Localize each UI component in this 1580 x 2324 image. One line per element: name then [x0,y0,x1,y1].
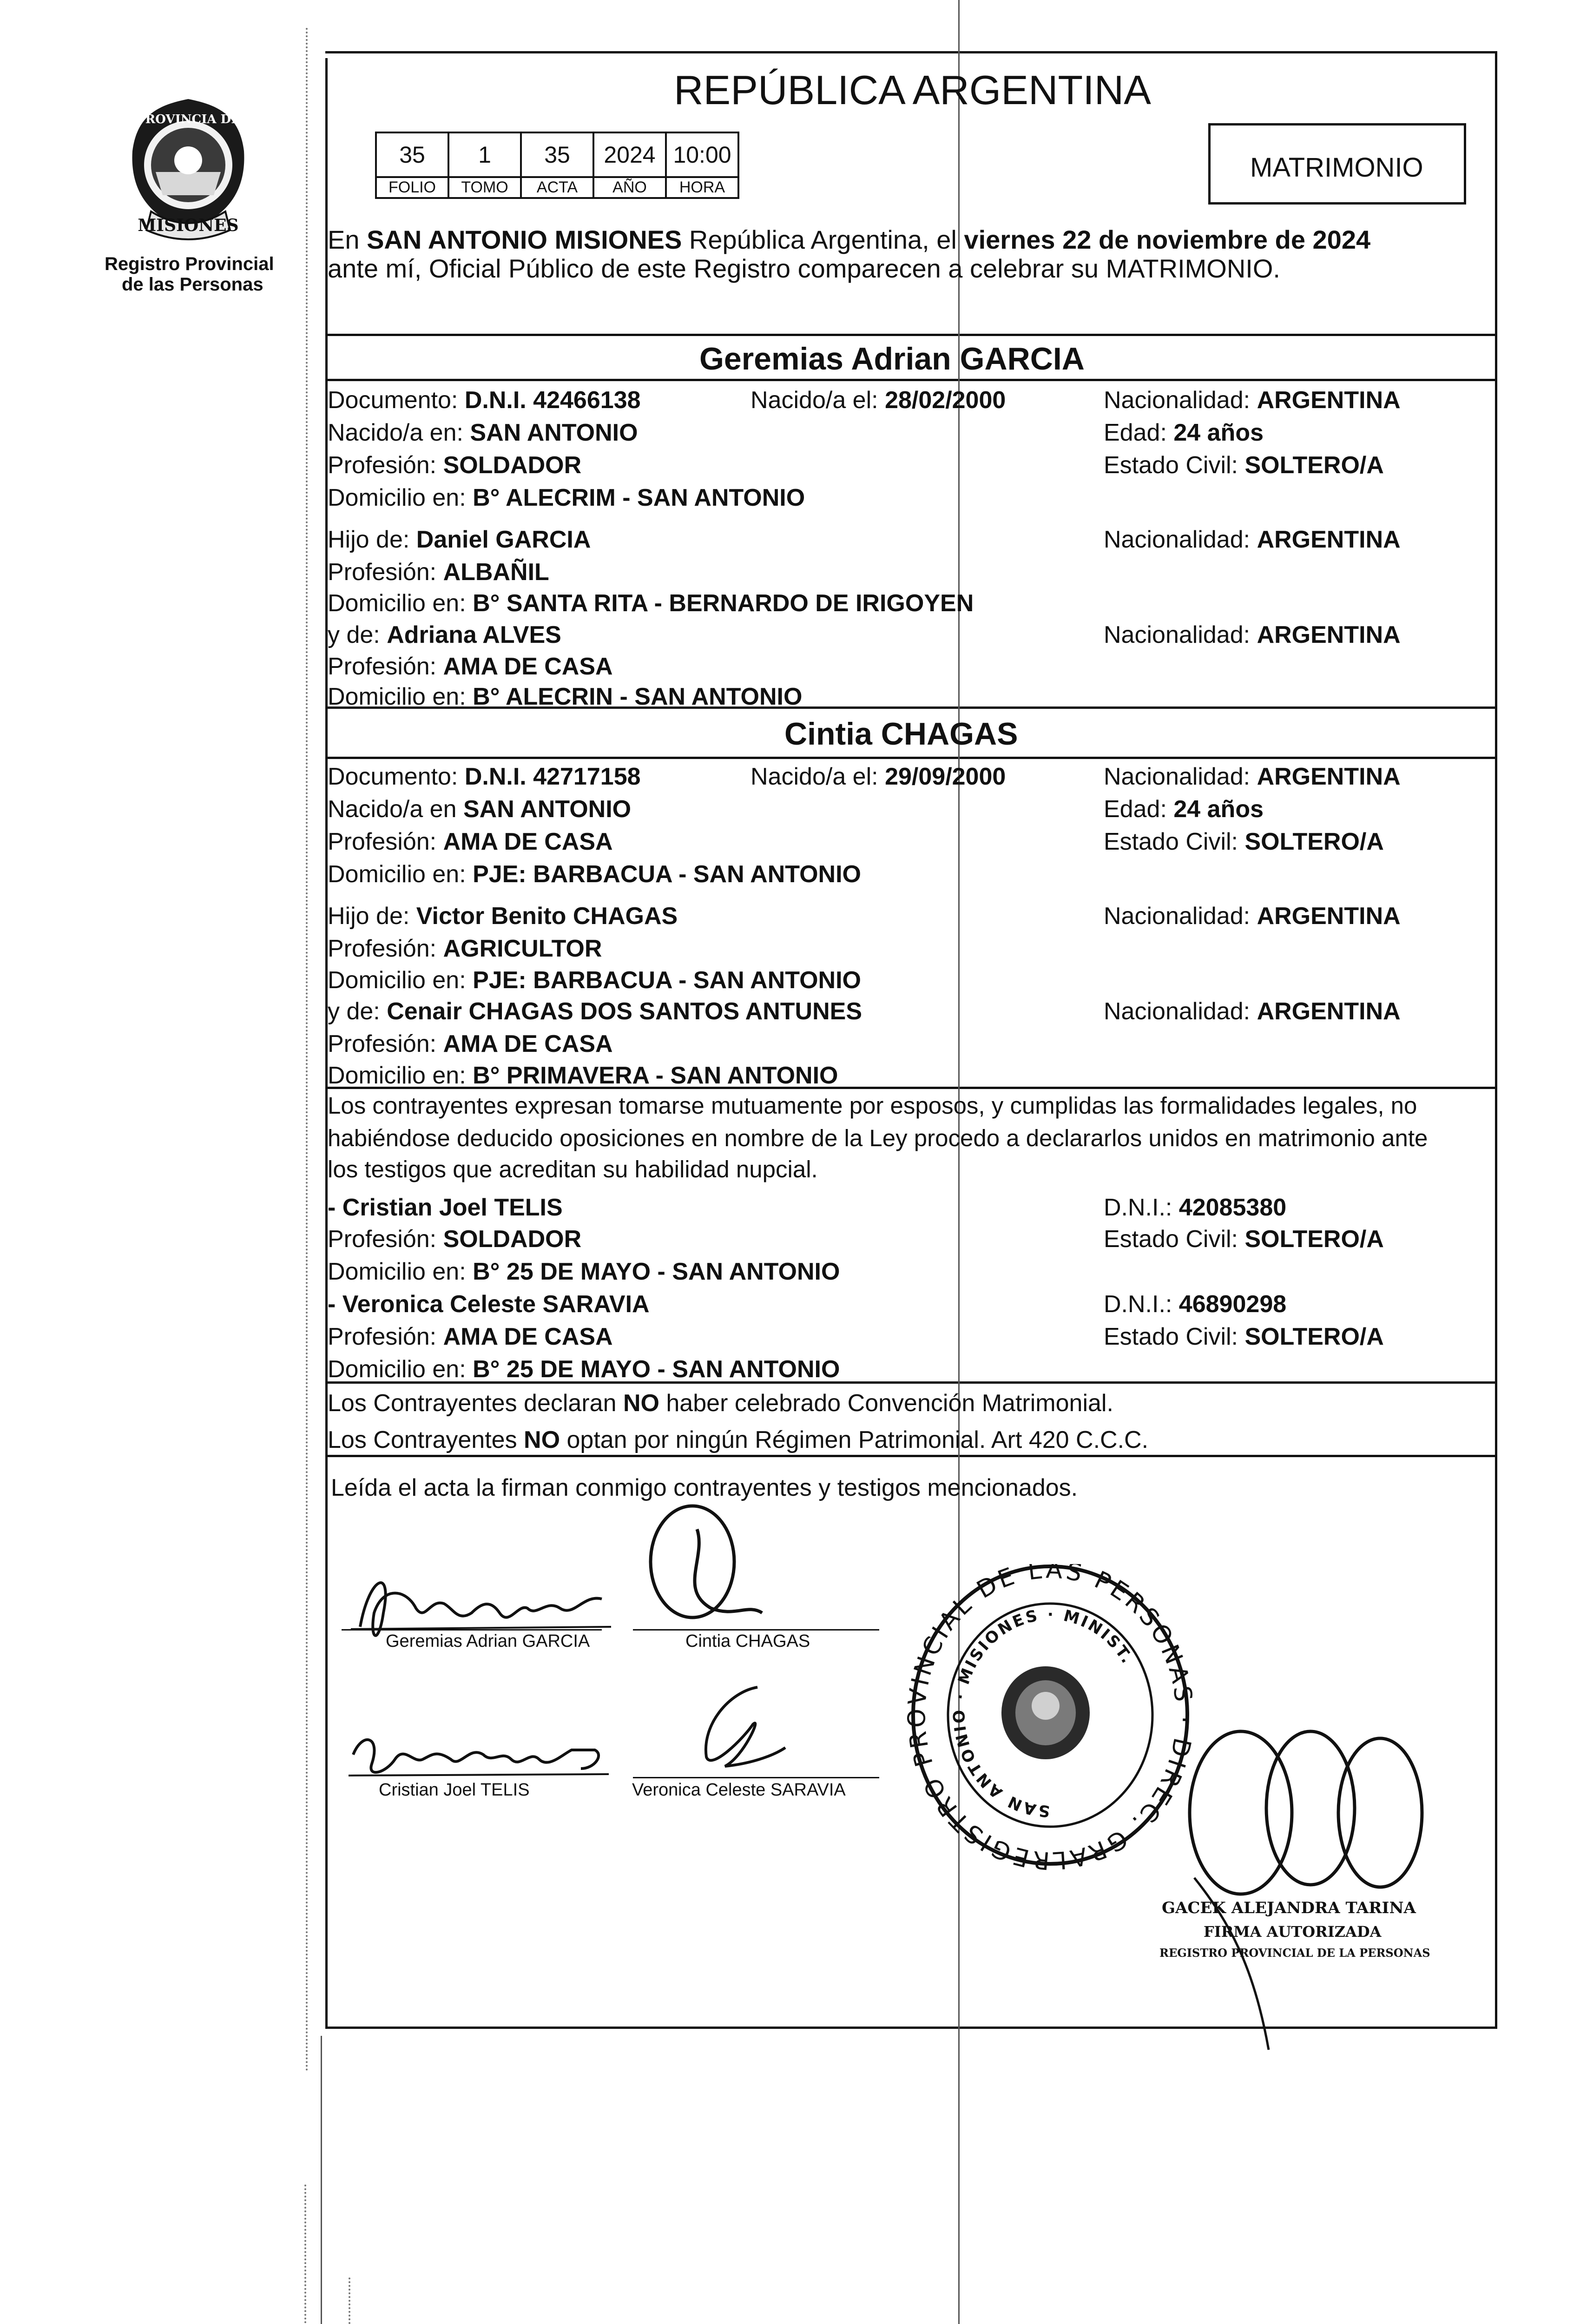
signature-4-caption: Veronica Celeste SARAVIA [632,1780,846,1800]
spouse1-father: Hijo de: Daniel GARCIA [328,526,591,553]
svg-text:PROVINCIA DE: PROVINCIA DE [136,112,240,126]
year-label: AÑO [593,177,666,198]
official-office: REGISTRO PROVINCIAL DE LA PERSONAS [1159,1946,1430,1960]
signature-3-scribble [344,1722,623,1789]
spouse1-father-prof: Profesión: ALBAÑIL [328,559,549,586]
spouse1-birthplace: Nacido/a en: SAN ANTONIO [328,419,638,446]
acta-value: 35 [521,132,593,177]
rule-name1-bottom [325,379,1497,381]
spouse1-name: Geremias Adrian GARCIA [699,341,1085,376]
intro-line1: En SAN ANTONIO MISIONES República Argentina, el viernes 22 de noviembre de 2024 [328,225,1371,254]
spouse1-nat: Nacionalidad: ARGENTINA [1104,387,1401,414]
spouse1-mother-nat: Nacionalidad: ARGENTINA [1104,621,1401,648]
official-role: FIRMA AUTORIZADA [1204,1923,1382,1941]
signature-2-line [633,1629,879,1631]
province-logo [95,95,281,253]
rule-header-bottom [325,334,1497,336]
scan-dotted-margin [306,28,309,2073]
witness2-prof: Profesión: AMA DE CASA [328,1323,613,1350]
signature-1-line [342,1629,602,1631]
spouse2-doc: Documento: D.N.I. 42717158 [328,763,641,790]
witness1-addr: Domicilio en: B° 25 DE MAYO - SAN ANTONIO [328,1258,840,1285]
spouse2-mother-prof: Profesión: AMA DE CASA [328,1030,613,1057]
witness1-civil: Estado Civil: SOLTERO/A [1104,1226,1384,1253]
page-title: REPÚBLICA ARGENTINA [674,67,1151,113]
folio-label: FOLIO [376,177,448,198]
spouse2-nat: Nacionalidad: ARGENTINA [1104,763,1401,790]
spouse1-mother-addr: Domicilio en: B° ALECRIN - SAN ANTONIO [328,683,803,710]
signature-1-caption: Geremias Adrian GARCIA [386,1631,590,1651]
act-type-label: MATRIMONIO [1250,152,1423,183]
intro-line2: ante mí, Oficial Público de este Registro comparecen a celebrar su MATRIMONIO. [328,254,1280,283]
signature-4-line [633,1777,879,1778]
witness1-name: - Cristian Joel TELIS [328,1194,563,1221]
witness2-addr: Domicilio en: B° 25 DE MAYO - SAN ANTONIO [328,1356,840,1383]
spouse2-father-addr: Domicilio en: PJE: BARBACUA - SAN ANTONIO [328,967,861,994]
rule-regime-bottom [325,1455,1497,1457]
witness1-prof: Profesión: SOLDADOR [328,1226,582,1253]
tomo-label: TOMO [448,177,521,198]
svg-text:REGISTRO PROVINCIAL DE LAS PER: REGISTRO PR VINCIAL DE LAS PERSONA DIREC. GRAL [906,1564,1194,1871]
official-signature-scribble [1176,1729,1436,2057]
spouse1-mother-prof: Profesión: AMA DE CASA [328,653,613,680]
signature-2-caption: Cintia CHAGAS [685,1631,810,1651]
regime-line1: Los Contrayentes declaran NO haber celebrado Convención Matrimonial. [328,1390,1113,1417]
spouse1-civil: Estado Civil: SOLTERO/A [1104,452,1384,479]
hour-value: 10:00 [666,132,738,177]
signature-3-caption: Cristian Joel TELIS [379,1780,530,1800]
spouse2-born: Nacido/a el: 29/09/2000 [750,763,1006,790]
spouse2-mother-addr: Domicilio en: B° PRIMAVERA - SAN ANTONIO [328,1062,838,1089]
declaration-line2: habiéndose deducido oposiciones en nombre de la Ley procedo a declararlos unidos en matrimonio ante [328,1125,1428,1151]
act-type-box [1208,123,1466,205]
scan-left-line [321,2036,322,2324]
spouse2-birthplace: Nacido/a en SAN ANTONIO [328,796,632,823]
spouse2-mother: y de: Cenair CHAGAS DOS SANTOS ANTUNES [328,998,862,1025]
declaration-line3: los testigos que acreditan su habilidad nupcial. [328,1156,818,1182]
spouse2-addr: Domicilio en: PJE: BARBACUA - SAN ANTONIO [328,861,861,888]
witness2-dni: D.N.I.: 46890298 [1104,1291,1287,1318]
spouse2-age: Edad: 24 años [1104,796,1264,823]
declaration-line1: Los contrayentes expresan tomarse mutuamente por esposos, y cumplidas las formalidades legales, no [328,1092,1417,1119]
spouse1-mother: y de: Adriana ALVES [328,621,561,648]
registry-table [375,132,739,199]
spouse2-civil: Estado Civil: SOLTERO/A [1104,828,1384,855]
spouse2-father-nat: Nacionalidad: ARGENTINA [1104,903,1401,930]
official-seal [906,1564,1194,1871]
signature-2-scribble [641,1501,781,1634]
rule-name2-bottom [325,757,1497,759]
spouse1-doc: Documento: D.N.I. 42466138 [328,387,641,414]
spouse2-prof: Profesión: AMA DE CASA [328,828,613,855]
acta-label: ACTA [521,177,593,198]
scan-dotted-inner [349,2278,352,2324]
spouse2-father-prof: Profesión: AGRICULTOR [328,935,602,962]
signature-4-scribble [674,1678,795,1783]
spouse1-age: Edad: 24 años [1104,419,1264,446]
svg-text:SAN ANTONIO · MISIONES · MINIS: SAN ANTONIO · MISIONES · MINIST. [950,1605,1137,1821]
spouse1-father-nat: Nacionalidad: ARGENTINA [1104,526,1401,553]
hour-label: HORA [666,177,738,198]
witness2-name: - Veronica Celeste SARAVIA [328,1291,650,1318]
closing-text: Leída el acta la firman conmigo contrayentes y testigos mencionados. [331,1474,1078,1501]
spouse2-mother-nat: Nacionalidad: ARGENTINA [1104,998,1401,1025]
spouse1-born: Nacido/a el: 28/02/2000 [750,387,1006,414]
logo-caption-line2: de las Personas [122,274,263,295]
official-name: GACEK ALEJANDRA TARINA [1162,1899,1416,1917]
scan-dotted-margin-lower [304,2185,308,2324]
spouse2-father: Hijo de: Victor Benito CHAGAS [328,903,678,930]
spouse1-addr: Domicilio en: B° ALECRIM - SAN ANTONIO [328,484,805,511]
regime-line2: Los Contrayentes NO optan por ningún Régimen Patrimonial. Art 420 C.C.C. [328,1426,1149,1453]
folio-value: 35 [376,132,448,177]
spouse2-name: Cintia CHAGAS [784,716,1018,752]
witness2-civil: Estado Civil: SOLTERO/A [1104,1323,1384,1350]
svg-text:MISIONES: MISIONES [138,216,239,235]
frame-top [325,51,1497,53]
frame-right [1495,51,1497,2029]
witness1-dni: D.N.I.: 42085380 [1104,1194,1287,1221]
year-value: 2024 [593,132,666,177]
spouse1-prof: Profesión: SOLDADOR [328,452,582,479]
spouse1-father-addr: Domicilio en: B° SANTA RITA - BERNARDO DE IRIGOYEN [328,590,974,617]
logo-caption-line1: Registro Provincial [105,254,274,274]
tomo-value: 1 [448,132,521,177]
